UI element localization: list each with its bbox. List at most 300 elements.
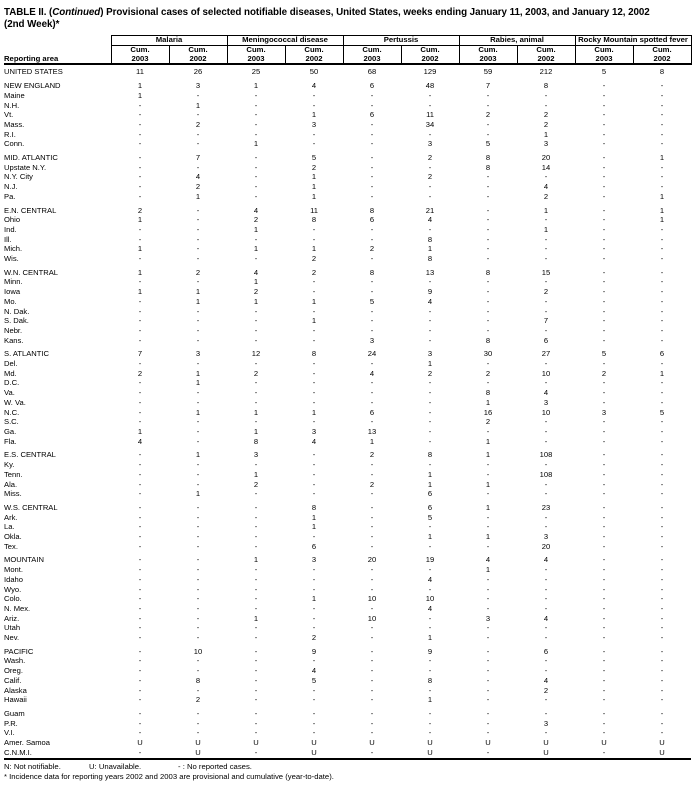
value-cell: 3 bbox=[543, 532, 549, 542]
table-body bbox=[4, 64, 691, 758]
value-cell: - bbox=[602, 244, 606, 254]
value-cell: 4 bbox=[427, 215, 433, 225]
value-cell: - bbox=[138, 139, 142, 149]
value-cell: - bbox=[138, 574, 142, 584]
value-cell: - bbox=[138, 359, 142, 369]
value-cell: - bbox=[544, 277, 548, 287]
value-cell: - bbox=[312, 397, 316, 407]
value-cell: 1 bbox=[485, 565, 491, 575]
table-row bbox=[4, 565, 691, 575]
value-cell: 8 bbox=[311, 215, 317, 225]
value-cell: - bbox=[254, 254, 258, 264]
value-cell: - bbox=[602, 388, 606, 398]
value-cell: 1 bbox=[311, 110, 317, 120]
value-cell: 2 bbox=[195, 695, 201, 705]
value-cell: - bbox=[486, 656, 490, 666]
value-cell: - bbox=[196, 90, 200, 100]
value-cell: - bbox=[486, 718, 490, 728]
value-cell: - bbox=[486, 325, 490, 335]
value-cell: - bbox=[428, 427, 432, 436]
value-cell: - bbox=[428, 436, 432, 446]
value-cell: - bbox=[602, 656, 606, 666]
value-cell: - bbox=[254, 172, 258, 182]
reporting-area-cell: W.S. CENTRAL bbox=[4, 502, 58, 512]
value-cell: 1 bbox=[427, 469, 433, 479]
value-cell: 1 bbox=[485, 436, 491, 446]
value-cell: - bbox=[544, 594, 548, 604]
value-cell: - bbox=[602, 110, 606, 120]
value-cell: - bbox=[196, 277, 200, 287]
value-cell: 4 bbox=[427, 603, 433, 613]
value-cell: - bbox=[544, 633, 548, 643]
value-cell: 6 bbox=[369, 81, 375, 91]
value-cell: - bbox=[486, 623, 490, 633]
reporting-area-cell: MID. ATLANTIC bbox=[4, 153, 58, 163]
table-row bbox=[4, 656, 691, 666]
value-cell: 1 bbox=[659, 191, 665, 201]
value-cell: U bbox=[137, 738, 143, 748]
value-cell: - bbox=[138, 489, 142, 499]
value-cell: 20 bbox=[541, 153, 551, 163]
value-cell: - bbox=[602, 584, 606, 594]
value-cell: - bbox=[370, 747, 374, 757]
value-cell: - bbox=[196, 532, 200, 542]
value-cell: 8 bbox=[485, 162, 491, 172]
value-cell: - bbox=[486, 205, 490, 215]
value-cell: - bbox=[660, 594, 664, 604]
value-cell: 4 bbox=[369, 368, 375, 378]
footnote-unavailable: U: Unavailable. bbox=[89, 761, 142, 771]
value-cell: - bbox=[312, 129, 316, 139]
value-cell: - bbox=[254, 153, 258, 163]
value-cell: - bbox=[602, 675, 606, 685]
value-cell: - bbox=[312, 378, 316, 388]
value-cell: - bbox=[602, 613, 606, 623]
value-cell: 2 bbox=[369, 450, 375, 460]
value-cell: - bbox=[138, 603, 142, 613]
table-row bbox=[4, 460, 691, 470]
value-cell: 23 bbox=[541, 502, 551, 512]
value-cell: 3 bbox=[311, 427, 317, 436]
value-cell: U bbox=[659, 738, 665, 748]
value-cell: 1 bbox=[253, 427, 259, 436]
table-row bbox=[4, 427, 691, 437]
table-row bbox=[4, 316, 691, 326]
value-cell: - bbox=[660, 81, 664, 91]
value-cell: 1 bbox=[195, 191, 201, 201]
value-cell: - bbox=[660, 666, 664, 676]
value-cell: 1 bbox=[311, 316, 317, 326]
value-cell: - bbox=[660, 460, 664, 470]
table-title bbox=[4, 7, 691, 31]
value-cell: - bbox=[428, 129, 432, 139]
value-cell: - bbox=[660, 469, 664, 479]
column-group-malaria: Malaria bbox=[111, 36, 227, 46]
value-cell: 8 bbox=[485, 388, 491, 398]
value-cell: 1 bbox=[195, 100, 201, 110]
value-cell: - bbox=[544, 565, 548, 575]
year-label: 2002 bbox=[305, 53, 323, 63]
value-cell: - bbox=[660, 224, 664, 234]
value-cell: - bbox=[254, 378, 258, 388]
value-cell: 14 bbox=[541, 162, 551, 172]
value-cell: - bbox=[602, 603, 606, 613]
table-row bbox=[4, 623, 691, 633]
reporting-area-cell: Utah bbox=[4, 623, 21, 633]
value-cell: - bbox=[370, 532, 374, 542]
reporting-area-cell: W.N. CENTRAL bbox=[4, 267, 59, 277]
table-row bbox=[4, 349, 691, 359]
reporting-area-cell: Kans. bbox=[4, 335, 24, 345]
value-cell: - bbox=[138, 191, 142, 201]
value-cell: - bbox=[602, 139, 606, 149]
value-cell: - bbox=[602, 254, 606, 264]
value-cell: - bbox=[486, 594, 490, 604]
reporting-area-cell: N.J. bbox=[4, 182, 18, 192]
value-cell: - bbox=[428, 182, 432, 192]
value-cell: - bbox=[312, 489, 316, 499]
value-cell: 6 bbox=[369, 215, 375, 225]
reporting-area-cell: S. Dak. bbox=[4, 316, 29, 326]
value-cell: - bbox=[660, 695, 664, 705]
value-cell: 1 bbox=[311, 182, 317, 192]
value-cell: 1 bbox=[137, 267, 143, 277]
value-cell: - bbox=[196, 205, 200, 215]
value-cell: 3 bbox=[195, 81, 201, 91]
table-row bbox=[4, 215, 691, 225]
value-cell: - bbox=[138, 335, 142, 345]
title-week-line: (2nd Week)* bbox=[4, 19, 60, 30]
value-cell: - bbox=[428, 541, 432, 551]
value-cell: - bbox=[428, 623, 432, 633]
value-cell: - bbox=[254, 502, 258, 512]
reporting-area-cell: Tex. bbox=[4, 541, 18, 551]
value-cell: - bbox=[486, 522, 490, 532]
value-cell: 2 bbox=[253, 368, 259, 378]
value-cell: 5 bbox=[659, 407, 665, 417]
value-cell: - bbox=[312, 695, 316, 705]
table-row bbox=[4, 575, 691, 585]
value-cell: - bbox=[660, 656, 664, 666]
value-cell: 2 bbox=[369, 244, 375, 254]
value-cell: - bbox=[602, 728, 606, 738]
value-cell: - bbox=[660, 129, 664, 139]
value-cell: - bbox=[196, 708, 200, 718]
year-label: 2002 bbox=[189, 53, 207, 63]
value-cell: - bbox=[544, 306, 548, 316]
value-cell: - bbox=[428, 708, 432, 718]
value-cell: 1 bbox=[253, 469, 259, 479]
value-cell: 4 bbox=[195, 172, 201, 182]
value-cell: - bbox=[660, 603, 664, 613]
value-cell: - bbox=[602, 316, 606, 326]
value-cell: - bbox=[602, 574, 606, 584]
value-cell: 8 bbox=[311, 502, 317, 512]
value-cell: - bbox=[544, 708, 548, 718]
value-cell: - bbox=[544, 656, 548, 666]
value-cell: - bbox=[660, 728, 664, 738]
value-cell: 2 bbox=[543, 191, 549, 201]
value-cell: - bbox=[196, 623, 200, 633]
value-cell: - bbox=[138, 594, 142, 604]
value-cell: 59 bbox=[483, 67, 493, 77]
value-cell: 3 bbox=[369, 335, 375, 345]
value-cell: 4 bbox=[311, 81, 317, 91]
value-cell: - bbox=[486, 728, 490, 738]
value-cell: 6 bbox=[369, 407, 375, 417]
value-cell: 1 bbox=[195, 287, 201, 297]
value-cell: 11 bbox=[426, 110, 434, 120]
value-cell: - bbox=[486, 675, 490, 685]
value-cell: U bbox=[311, 738, 317, 748]
reporting-area-cell: Nebr. bbox=[4, 325, 23, 335]
value-cell: 108 bbox=[539, 469, 553, 479]
value-cell: - bbox=[660, 388, 664, 398]
value-cell: - bbox=[370, 417, 374, 427]
table-row bbox=[4, 503, 691, 513]
value-cell: - bbox=[196, 254, 200, 264]
reporting-area-cell: E.N. CENTRAL bbox=[4, 205, 57, 215]
value-cell: 9 bbox=[427, 646, 433, 656]
value-cell: - bbox=[486, 215, 490, 225]
value-cell: - bbox=[370, 565, 374, 575]
value-cell: - bbox=[660, 287, 664, 297]
table-row bbox=[4, 297, 691, 307]
value-cell: - bbox=[660, 502, 664, 512]
value-cell: - bbox=[370, 139, 374, 149]
reporting-area-cell: Ohio bbox=[4, 215, 21, 225]
value-cell: 4 bbox=[311, 436, 317, 446]
value-cell: 27 bbox=[541, 349, 551, 359]
value-cell: 12 bbox=[251, 349, 261, 359]
value-cell: - bbox=[370, 191, 374, 201]
reporting-area-cell: Fla. bbox=[4, 436, 17, 446]
value-cell: - bbox=[544, 666, 548, 676]
value-cell: 8 bbox=[485, 153, 491, 163]
title-suffix: ) Provisional cases of selected notifiable diseases, United States, weeks ending January 11, 2003, and January 12, 2002 bbox=[100, 7, 650, 18]
value-cell: - bbox=[660, 436, 664, 446]
value-cell: - bbox=[602, 325, 606, 335]
value-cell: - bbox=[660, 139, 664, 149]
value-cell: - bbox=[196, 417, 200, 427]
value-cell: 1 bbox=[311, 522, 317, 532]
value-cell: - bbox=[370, 172, 374, 182]
cum-label: Cum. bbox=[594, 44, 614, 54]
reporting-area-cell: Wis. bbox=[4, 254, 19, 264]
reporting-area-cell: Okla. bbox=[4, 532, 22, 542]
value-cell: 1 bbox=[311, 191, 317, 201]
value-cell: - bbox=[544, 584, 548, 594]
value-cell: - bbox=[254, 460, 258, 470]
table-row bbox=[4, 172, 691, 182]
value-cell: - bbox=[544, 427, 548, 436]
value-cell: - bbox=[428, 565, 432, 575]
value-cell: 1 bbox=[195, 450, 201, 460]
reporting-area-cell: Iowa bbox=[4, 287, 21, 297]
reporting-area-cell: Mont. bbox=[4, 565, 23, 575]
value-cell: - bbox=[660, 172, 664, 182]
value-cell: - bbox=[312, 90, 316, 100]
value-cell: - bbox=[254, 234, 258, 244]
value-cell: 1 bbox=[543, 205, 549, 215]
value-cell: - bbox=[660, 162, 664, 172]
value-cell: - bbox=[312, 613, 316, 623]
value-cell: - bbox=[602, 489, 606, 499]
value-cell: - bbox=[544, 417, 548, 427]
table-row bbox=[4, 676, 691, 686]
value-cell: - bbox=[370, 522, 374, 532]
value-cell: 21 bbox=[425, 205, 435, 215]
year-label: 2003 bbox=[363, 53, 381, 63]
year-label: 2002 bbox=[421, 53, 439, 63]
value-cell: - bbox=[660, 378, 664, 388]
value-cell: 5 bbox=[311, 675, 317, 685]
value-cell: - bbox=[428, 316, 432, 326]
value-cell: 2 bbox=[543, 287, 549, 297]
cum-label: Cum. bbox=[246, 44, 266, 54]
value-cell: - bbox=[660, 450, 664, 460]
value-cell: - bbox=[138, 613, 142, 623]
value-cell: - bbox=[486, 129, 490, 139]
value-cell: 8 bbox=[369, 205, 375, 215]
value-cell: - bbox=[254, 522, 258, 532]
value-cell: - bbox=[544, 254, 548, 264]
value-cell: - bbox=[196, 584, 200, 594]
reporting-area-cell: Ark. bbox=[4, 512, 18, 522]
value-cell: - bbox=[138, 512, 142, 522]
value-cell: - bbox=[486, 287, 490, 297]
value-cell: - bbox=[312, 139, 316, 149]
value-cell: - bbox=[660, 267, 664, 277]
value-cell: 1 bbox=[195, 407, 201, 417]
value-cell: - bbox=[544, 234, 548, 244]
value-cell: - bbox=[254, 90, 258, 100]
value-cell: - bbox=[660, 100, 664, 110]
value-cell: - bbox=[602, 172, 606, 182]
value-cell: - bbox=[370, 666, 374, 676]
value-cell: 1 bbox=[253, 277, 259, 287]
value-cell: - bbox=[138, 522, 142, 532]
table-row bbox=[4, 738, 691, 748]
value-cell: - bbox=[312, 306, 316, 316]
reporting-area-cell: N. Mex. bbox=[4, 603, 31, 613]
column-group-row bbox=[4, 36, 691, 46]
value-cell: - bbox=[602, 555, 606, 565]
subheader-cum-2002 bbox=[285, 45, 343, 64]
value-cell: - bbox=[602, 646, 606, 656]
table-row bbox=[4, 666, 691, 676]
value-cell: 2 bbox=[543, 685, 549, 695]
value-cell: - bbox=[312, 584, 316, 594]
reporting-area-cell: Mo. bbox=[4, 296, 17, 306]
value-cell: - bbox=[254, 718, 258, 728]
value-cell: - bbox=[660, 646, 664, 656]
value-cell: - bbox=[428, 417, 432, 427]
value-cell: - bbox=[138, 378, 142, 388]
value-cell: - bbox=[544, 378, 548, 388]
value-cell: - bbox=[312, 359, 316, 369]
value-cell: 1 bbox=[485, 502, 491, 512]
reporting-area-cell: Colo. bbox=[4, 594, 22, 604]
value-cell: - bbox=[312, 603, 316, 613]
value-cell: U bbox=[659, 747, 665, 757]
value-cell: U bbox=[311, 747, 317, 757]
subheader-cum-2003 bbox=[343, 45, 401, 64]
value-cell: - bbox=[138, 685, 142, 695]
reporting-area-cell: C.N.M.I. bbox=[4, 747, 32, 757]
value-cell: - bbox=[544, 695, 548, 705]
reporting-area-cell: R.I. bbox=[4, 129, 16, 139]
value-cell: 1 bbox=[659, 153, 665, 163]
value-cell: 2 bbox=[485, 417, 491, 427]
value-cell: 6 bbox=[659, 349, 665, 359]
value-cell: 4 bbox=[543, 388, 549, 398]
value-cell: - bbox=[196, 613, 200, 623]
reporting-area-cell: Nev. bbox=[4, 633, 20, 643]
reporting-area-cell: N.C. bbox=[4, 407, 20, 417]
table-row bbox=[4, 450, 691, 460]
value-cell: U bbox=[601, 738, 607, 748]
table-row bbox=[4, 633, 691, 643]
value-cell: - bbox=[370, 584, 374, 594]
value-cell: - bbox=[370, 325, 374, 335]
value-cell: - bbox=[602, 436, 606, 446]
value-cell: - bbox=[196, 244, 200, 254]
value-cell: - bbox=[254, 633, 258, 643]
reporting-area-cell: Miss. bbox=[4, 489, 22, 499]
value-cell: 34 bbox=[425, 119, 435, 129]
subheader-cum-2002 bbox=[517, 45, 575, 64]
value-cell: - bbox=[254, 182, 258, 192]
value-cell: 1 bbox=[253, 244, 259, 254]
value-cell: - bbox=[486, 316, 490, 326]
value-cell: 4 bbox=[485, 555, 491, 565]
value-cell: 2 bbox=[369, 479, 375, 489]
value-cell: - bbox=[254, 397, 258, 407]
value-cell: - bbox=[312, 234, 316, 244]
value-cell: - bbox=[486, 427, 490, 436]
value-cell: - bbox=[602, 685, 606, 695]
value-cell: - bbox=[370, 397, 374, 407]
value-cell: - bbox=[602, 512, 606, 522]
value-cell: 1 bbox=[485, 397, 491, 407]
footnote-not-notifiable: N: Not notifiable. bbox=[4, 761, 61, 771]
value-cell: 3 bbox=[253, 450, 259, 460]
value-cell: - bbox=[486, 747, 490, 757]
value-cell: - bbox=[254, 646, 258, 656]
value-cell: - bbox=[370, 90, 374, 100]
value-cell: 2 bbox=[253, 215, 259, 225]
value-cell: 10 bbox=[367, 613, 377, 623]
year-label: 2002 bbox=[653, 53, 671, 63]
value-cell: - bbox=[660, 718, 664, 728]
value-cell: - bbox=[312, 368, 316, 378]
value-cell: 1 bbox=[659, 368, 665, 378]
value-cell: - bbox=[370, 182, 374, 192]
value-cell: - bbox=[196, 469, 200, 479]
value-cell: 26 bbox=[193, 67, 203, 77]
value-cell: - bbox=[138, 656, 142, 666]
value-cell: - bbox=[312, 656, 316, 666]
value-cell: 8 bbox=[427, 450, 433, 460]
value-cell: 8 bbox=[311, 349, 317, 359]
subheader-cum-2003 bbox=[111, 45, 169, 64]
value-cell: - bbox=[544, 359, 548, 369]
value-cell: 20 bbox=[541, 541, 551, 551]
value-cell: - bbox=[370, 254, 374, 264]
value-cell: 1 bbox=[311, 512, 317, 522]
value-cell: 3 bbox=[543, 397, 549, 407]
